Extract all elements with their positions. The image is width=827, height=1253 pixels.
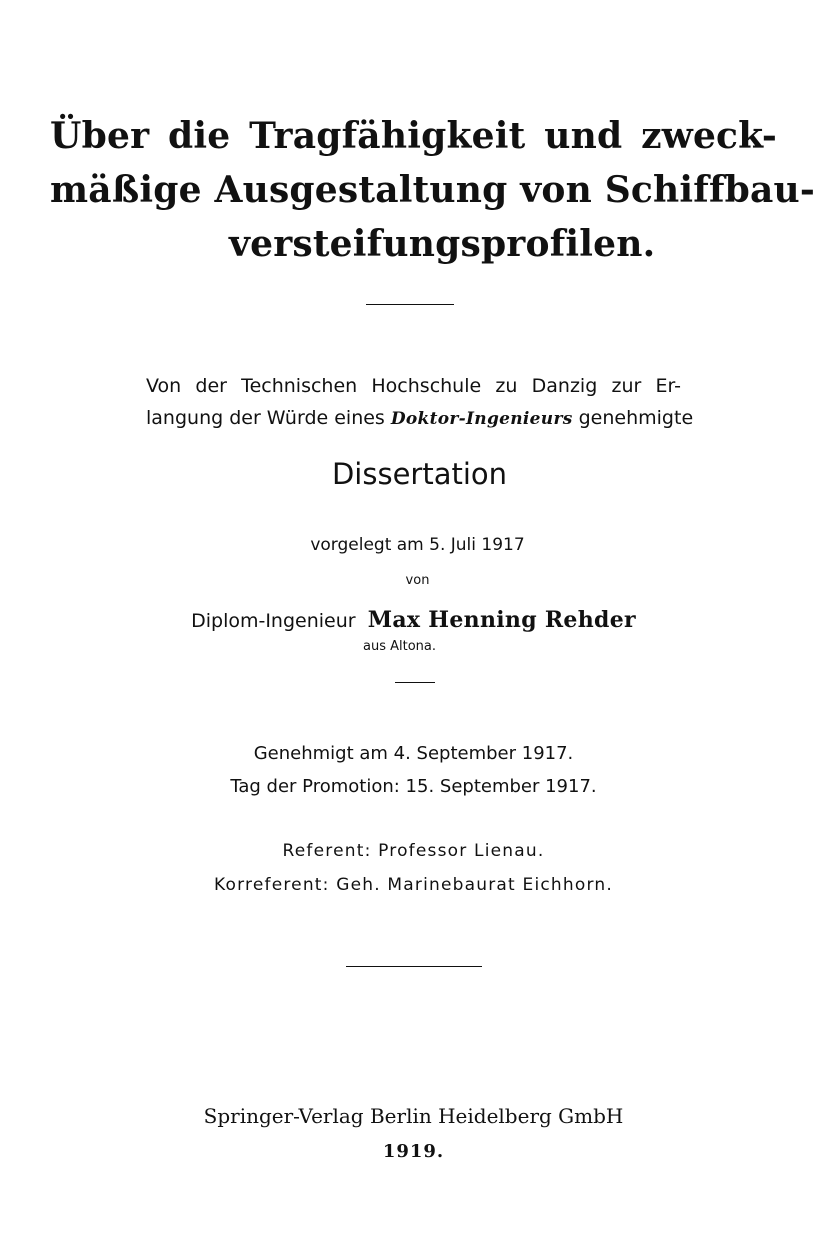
by-label: von [405, 573, 430, 588]
divider-middle [395, 682, 435, 683]
intro-line-1: Von der Technischen Hochschule zu Danzig zur Er- [146, 375, 681, 397]
publication-year: 1919. [382, 1141, 445, 1162]
title-line-1: Über die Tragfähigkeit und zweck- [50, 115, 777, 157]
intro-line-2 [146, 405, 694, 432]
publisher: Springer-Verlag Berlin Heidelberg GmbH [203, 1104, 624, 1128]
author-prefix: Diplom-Ingenieur [191, 610, 356, 632]
author-origin: aus Altona. [363, 639, 437, 654]
title-line-3: versteifungsprofilen. [229, 223, 656, 265]
author-name: Max Henning Rehder [367, 607, 636, 633]
author-line [0, 605, 827, 636]
divider-bottom [346, 966, 482, 967]
divider-top [366, 304, 454, 305]
submission-date: vorgelegt am 5. Juli 1917 [310, 535, 525, 555]
title-line-2: mäßige Ausgestaltung von Schiffbau- [50, 169, 816, 211]
intro-line-2-end: genehmigte [578, 407, 694, 429]
approval-date: Genehmigt am 4. September 1917. [253, 743, 574, 764]
dissertation-heading: Dissertation [331, 457, 508, 491]
intro-line-2-start: langung der Würde eines [146, 407, 385, 429]
referent: Referent: Professor Lienau. [282, 841, 545, 861]
promotion-date: Tag der Promotion: 15. September 1917. [230, 776, 597, 797]
fraktur-degree-title: Doktor-Ingenieurs [390, 409, 573, 429]
korreferent: Korreferent: Geh. Marinebaurat Eichhorn. [214, 875, 613, 895]
